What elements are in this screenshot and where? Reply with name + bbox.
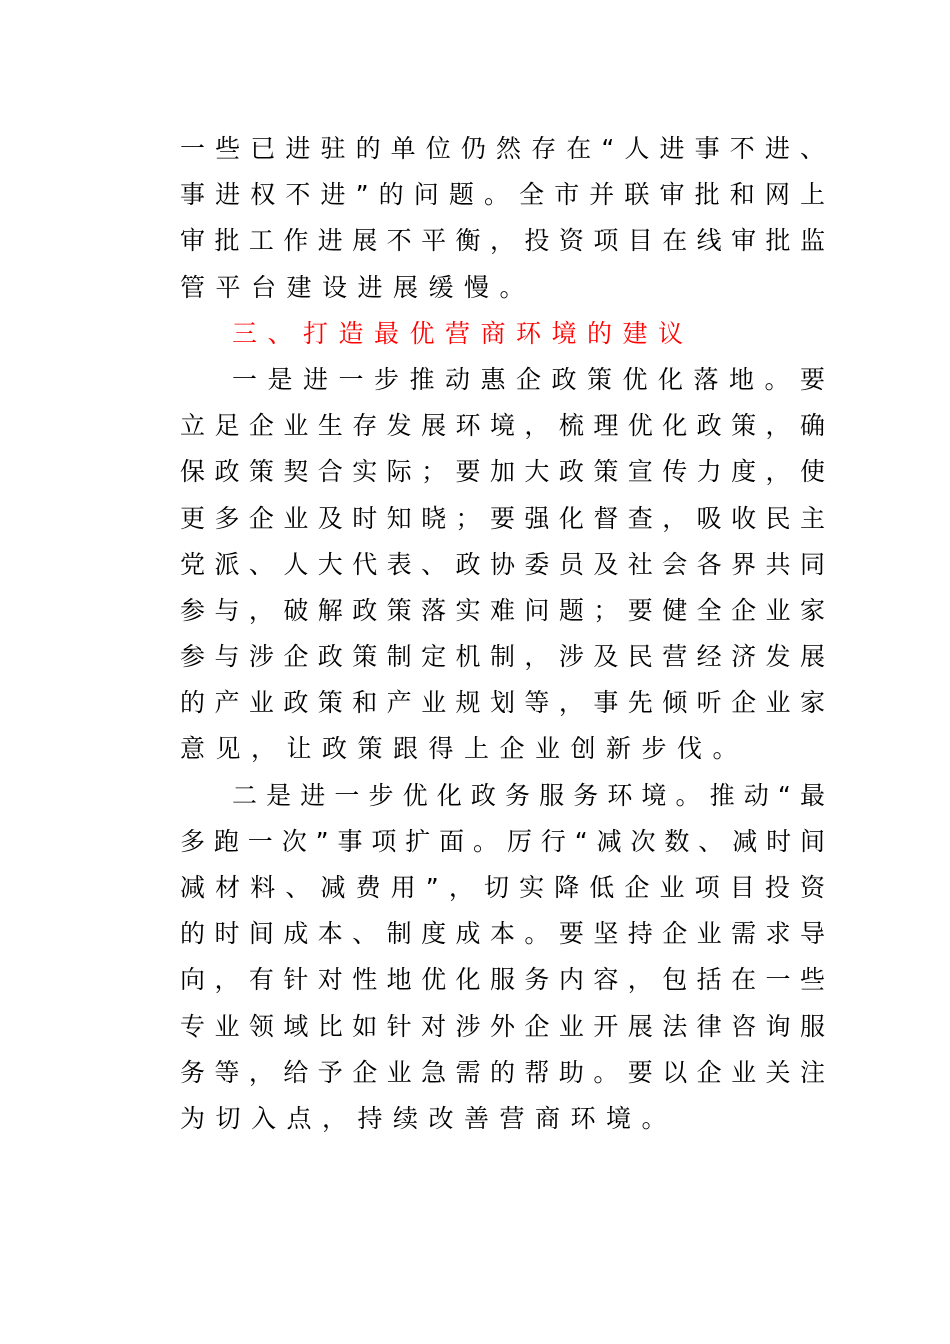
text-line: 一是进一步推动惠企政策优化落地。要 xyxy=(232,364,825,394)
text-line: 务等，给予企业急需的帮助。要以企业关注 xyxy=(180,1057,825,1087)
text-line: 审批工作进展不平衡，投资项目在线审批监 xyxy=(180,226,825,256)
text-line: 二是进一步优化政务服务环境。推动“最 xyxy=(232,780,825,810)
text-line: 党派、人大代表、政协委员及社会各界共同 xyxy=(180,549,825,579)
text-line: 多跑一次”事项扩面。厉行“减次数、减时间 xyxy=(180,826,825,856)
text-line: 保政策契合实际；要加大政策宣传力度，使 xyxy=(180,457,825,487)
text-line: 管平台建设进展缓慢。 xyxy=(180,272,536,302)
text-line: 立足企业生存发展环境，梳理优化政策，确 xyxy=(180,411,825,441)
text-line: 为切入点，持续改善营商环境。 xyxy=(180,1103,678,1133)
text-line: 意见，让政策跟得上企业创新步伐。 xyxy=(180,734,749,764)
document-body xyxy=(180,126,825,1142)
text-line: 减材料、减费用”，切实降低企业项目投资 xyxy=(180,873,825,902)
paragraph-two xyxy=(180,773,825,1143)
paragraph-one xyxy=(180,357,825,773)
text-line: 参与涉企政策制定机制，涉及民营经济发展 xyxy=(180,642,825,672)
text-line: 事进权不进”的问题。全市并联审批和网上 xyxy=(180,180,825,210)
section-heading: 三、打造最优营商环境的建议 xyxy=(232,318,694,348)
text-line: 参与，破解政策落实难问题；要健全企业家 xyxy=(180,595,825,625)
text-line: 向，有针对性地优化服务内容，包括在一些 xyxy=(180,965,825,995)
text-line: 的时间成本、制度成本。要坚持企业需求导 xyxy=(180,919,825,949)
continuation-paragraph xyxy=(180,126,825,311)
text-line: 一些已进驻的单位仍然存在“人进事不进、 xyxy=(180,134,825,163)
text-line: 的产业政策和产业规划等，事先倾听企业家 xyxy=(180,688,825,718)
text-line: 更多企业及时知晓；要强化督查，吸收民主 xyxy=(180,503,825,533)
text-line: 专业领域比如针对涉外企业开展法律咨询服 xyxy=(180,1011,825,1041)
